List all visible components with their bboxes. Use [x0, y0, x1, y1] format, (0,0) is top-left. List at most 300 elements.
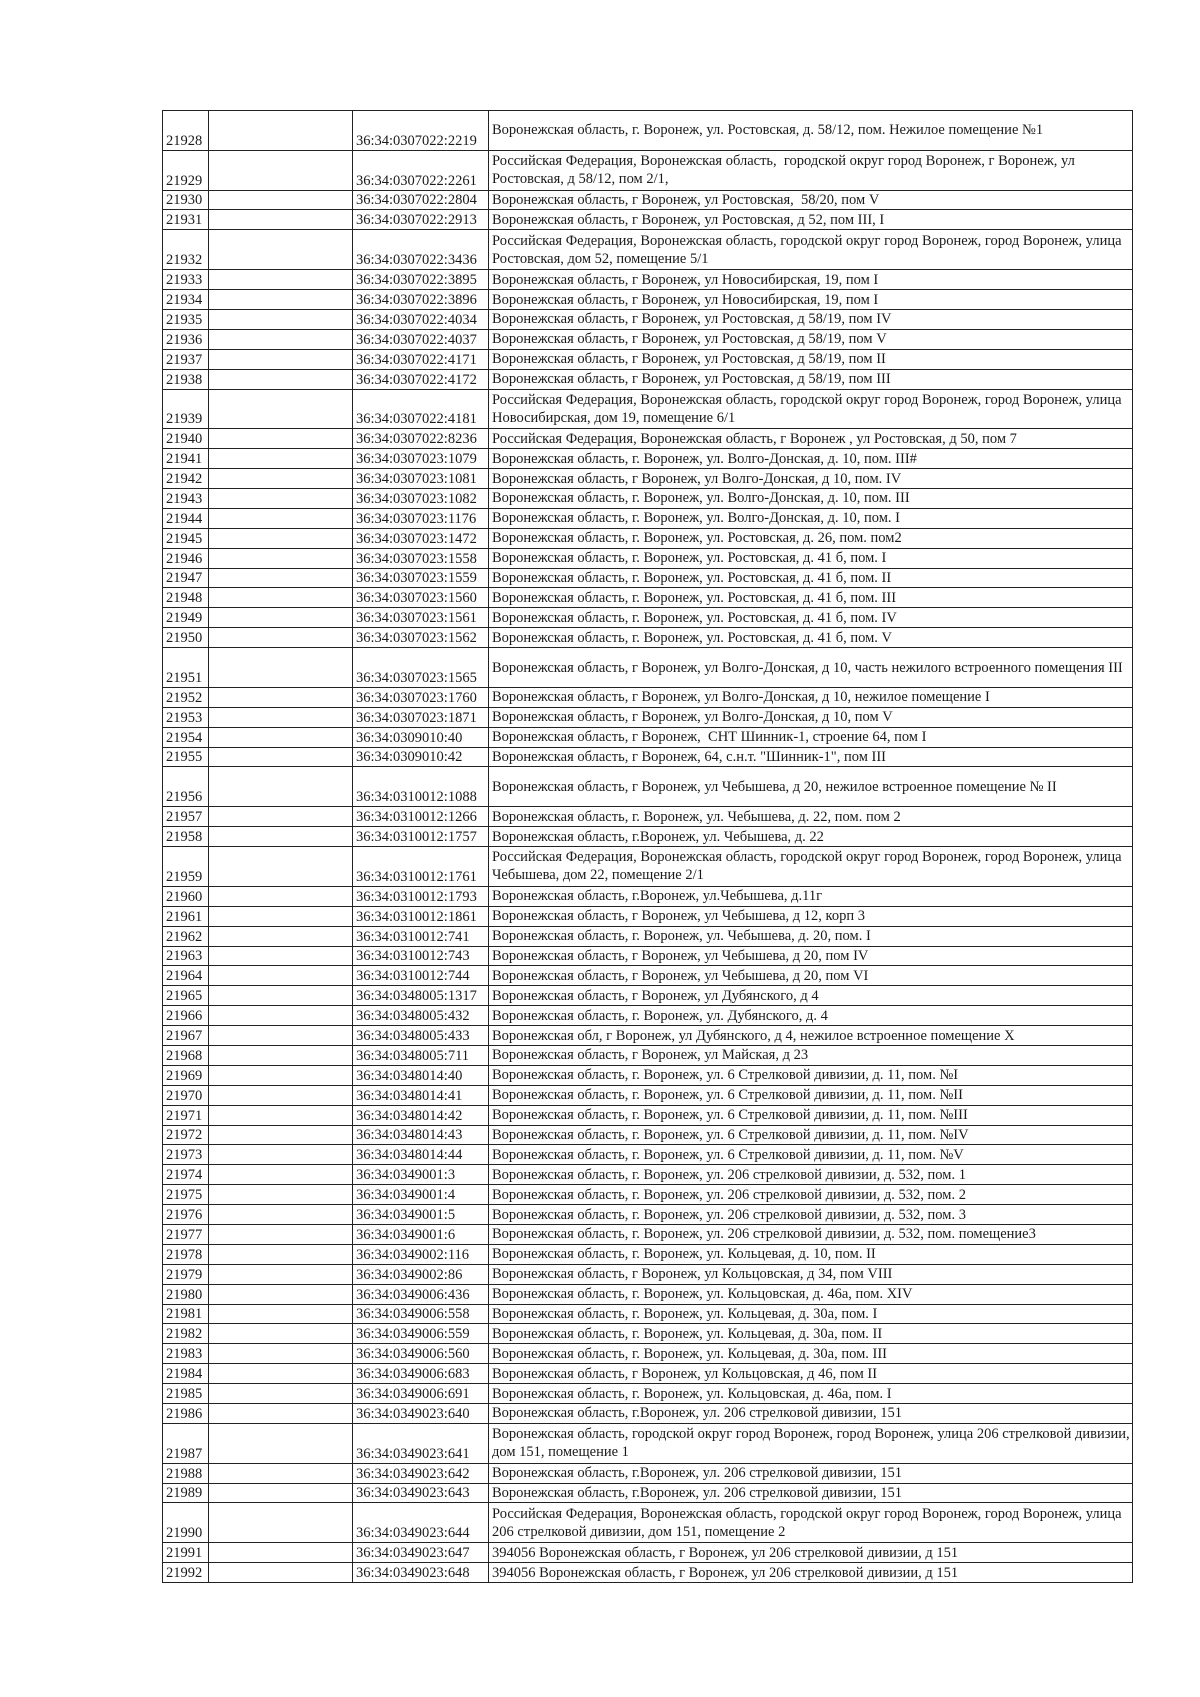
empty-cell: [209, 807, 353, 827]
empty-cell: [209, 449, 353, 469]
cadastral-number-cell: 36:34:0307023:1472: [353, 528, 489, 548]
cadastral-number-cell: 36:34:0307022:3895: [353, 270, 489, 290]
empty-cell: [209, 966, 353, 986]
row-number-cell: 21985: [163, 1384, 209, 1404]
cadastral-number-cell: 36:34:0307023:1871: [353, 707, 489, 727]
address-cell: Воронежская область, г. Воронеж, ул. Кольцевая, д. 30а, пом. I: [489, 1304, 1133, 1324]
cadastral-number-cell: 36:34:0307023:1562: [353, 628, 489, 648]
empty-cell: [209, 1065, 353, 1085]
cadastral-number-cell: 36:34:0307022:4181: [353, 389, 489, 429]
address-cell: Воронежская область, г. Воронеж, ул. 6 Стрелковой дивизии, д. 11, пом. №I: [489, 1065, 1133, 1085]
row-number-cell: 21975: [163, 1185, 209, 1205]
empty-cell: [209, 528, 353, 548]
empty-cell: [209, 986, 353, 1006]
empty-cell: [209, 727, 353, 747]
address-cell: Воронежская область, г. Воронеж, ул. 206 стрелковой дивизии, д. 532, пом. 2: [489, 1185, 1133, 1205]
row-number-cell: 21986: [163, 1404, 209, 1424]
cadastral-number-cell: 36:34:0310012:1088: [353, 767, 489, 807]
table-row: [163, 886, 1133, 906]
cadastral-number-cell: 36:34:0307023:1176: [353, 508, 489, 528]
address-cell: Воронежская область, г Воронеж, ул Новосибирская, 19, пом I: [489, 290, 1133, 310]
address-cell: Воронежская область, г. Воронеж, ул. Ростовская, д. 58/12, пом. Нежилое помещение №1: [489, 111, 1133, 151]
table-row: [163, 1563, 1133, 1583]
table-row: [163, 628, 1133, 648]
table-row: [163, 429, 1133, 449]
table-row: [163, 1125, 1133, 1145]
address-cell: Воронежская область, г. Воронеж, ул. Волго-Донская, д. 10, пом. I: [489, 508, 1133, 528]
empty-cell: [209, 1364, 353, 1384]
empty-cell: [209, 369, 353, 389]
empty-cell: [209, 946, 353, 966]
address-cell: Воронежская область, г. Воронеж, ул. Волго-Донская, д. 10, пом. III: [489, 488, 1133, 508]
row-number-cell: 21969: [163, 1065, 209, 1085]
address-cell: Воронежская область, городской округ город Воронеж, город Воронеж, улица 206 стрелковой дивизии, дом 151, помещение 1: [489, 1423, 1133, 1463]
empty-cell: [209, 588, 353, 608]
cadastral-number-cell: 36:34:0348005:1317: [353, 986, 489, 1006]
table-row: [163, 548, 1133, 568]
row-number-cell: 21958: [163, 827, 209, 847]
cadastral-number-cell: 36:34:0349023:647: [353, 1543, 489, 1563]
table-row: [163, 1006, 1133, 1026]
row-number-cell: 21948: [163, 588, 209, 608]
empty-cell: [209, 1423, 353, 1463]
row-number-cell: 21968: [163, 1045, 209, 1065]
table-row: [163, 568, 1133, 588]
table-row: [163, 1284, 1133, 1304]
cadastral-number-cell: 36:34:0348014:40: [353, 1065, 489, 1085]
row-number-cell: 21929: [163, 150, 209, 190]
address-cell: Воронежская область, г Воронеж, ул Ростовская, 58/20, пом V: [489, 190, 1133, 210]
cadastral-number-cell: 36:34:0309010:40: [353, 727, 489, 747]
cadastral-number-cell: 36:34:0307022:8236: [353, 429, 489, 449]
row-number-cell: 21974: [163, 1165, 209, 1185]
cadastral-number-cell: 36:34:0307022:4171: [353, 349, 489, 369]
table-row: [163, 608, 1133, 628]
address-cell: Воронежская область, г. Воронеж, ул. Ростовская, д. 41 б, пом. II: [489, 568, 1133, 588]
address-cell: Воронежская область, г Воронеж, ул Ростовская, д 58/19, пом IV: [489, 309, 1133, 329]
empty-cell: [209, 270, 353, 290]
address-cell: Воронежская область, г. Воронеж, ул. Кольцовская, д. 46а, пом. I: [489, 1384, 1133, 1404]
empty-cell: [209, 329, 353, 349]
empty-cell: [209, 1404, 353, 1424]
table-row: [163, 210, 1133, 230]
address-cell: Воронежская область, г. Воронеж, ул. Ростовская, д. 41 б, пом. V: [489, 628, 1133, 648]
row-number-cell: 21945: [163, 528, 209, 548]
empty-cell: [209, 1045, 353, 1065]
empty-cell: [209, 648, 353, 688]
empty-cell: [209, 886, 353, 906]
row-number-cell: 21963: [163, 946, 209, 966]
empty-cell: [209, 389, 353, 429]
cadastral-number-cell: 36:34:0348005:711: [353, 1045, 489, 1065]
table-row: [163, 1065, 1133, 1085]
address-cell: Российская Федерация, Воронежская область, городской округ город Воронеж, город Воронеж, улица 206 стрелковой дивизии, дом 151, помещение 2: [489, 1503, 1133, 1543]
empty-cell: [209, 1224, 353, 1244]
table-row: [163, 1085, 1133, 1105]
table-row: [163, 827, 1133, 847]
cadastral-number-cell: 36:34:0349002:86: [353, 1264, 489, 1284]
cadastral-number-cell: 36:34:0310012:1757: [353, 827, 489, 847]
cadastral-number-cell: 36:34:0349001:3: [353, 1165, 489, 1185]
empty-cell: [209, 1463, 353, 1483]
address-cell: Воронежская область, г. Воронеж, ул. 6 Стрелковой дивизии, д. 11, пом. №V: [489, 1145, 1133, 1165]
table-row: [163, 150, 1133, 190]
address-cell: 394056 Воронежская область, г Воронеж, ул 206 стрелковой дивизии, д 151: [489, 1543, 1133, 1563]
row-number-cell: 21959: [163, 847, 209, 887]
table-row: [163, 847, 1133, 887]
address-cell: Российская Федерация, Воронежская область, городской округ город Воронеж, город Воронеж, улица Ростовская, дом 52, помещение 5/1: [489, 230, 1133, 270]
row-number-cell: 21961: [163, 906, 209, 926]
cadastral-number-cell: 36:34:0307023:1559: [353, 568, 489, 588]
row-number-cell: 21980: [163, 1284, 209, 1304]
cadastral-number-cell: 36:34:0349006:559: [353, 1324, 489, 1344]
cadastral-number-cell: 36:34:0310012:741: [353, 926, 489, 946]
empty-cell: [209, 747, 353, 767]
empty-cell: [209, 608, 353, 628]
address-cell: Воронежская область, г. Воронеж, ул. Ростовская, д. 26, пом. пом2: [489, 528, 1133, 548]
address-cell: Российская Федерация, Воронежская область, городской округ город Воронеж, город Воронеж, улица Чебышева, дом 22, помещение 2/1: [489, 847, 1133, 887]
cadastral-number-cell: 36:34:0307022:2804: [353, 190, 489, 210]
empty-cell: [209, 827, 353, 847]
address-cell: Воронежская область, г Воронеж, ул Кольцовская, д 34, пом VIII: [489, 1264, 1133, 1284]
cadastral-number-cell: 36:34:0348005:432: [353, 1006, 489, 1026]
address-cell: Воронежская область, г Воронеж, ул Дубянского, д 4: [489, 986, 1133, 1006]
table-row: [163, 747, 1133, 767]
row-number-cell: 21976: [163, 1205, 209, 1225]
row-number-cell: 21938: [163, 369, 209, 389]
row-number-cell: 21946: [163, 548, 209, 568]
address-cell: Воронежская область, г.Воронеж, ул. 206 стрелковой дивизии, 151: [489, 1483, 1133, 1503]
cadastral-number-cell: 36:34:0310012:1266: [353, 807, 489, 827]
row-number-cell: 21983: [163, 1344, 209, 1364]
table-row: [163, 1324, 1133, 1344]
empty-cell: [209, 150, 353, 190]
cadastral-number-cell: 36:34:0307023:1760: [353, 687, 489, 707]
row-number-cell: 21930: [163, 190, 209, 210]
empty-cell: [209, 1125, 353, 1145]
row-number-cell: 21952: [163, 687, 209, 707]
property-registry-table: [162, 110, 1133, 1583]
row-number-cell: 21940: [163, 429, 209, 449]
address-cell: 394056 Воронежская область, г Воронеж, ул 206 стрелковой дивизии, д 151: [489, 1563, 1133, 1583]
address-cell: Воронежская область, г Воронеж, ул Волго-Донская, д 10, нежилое помещение I: [489, 687, 1133, 707]
table-row: [163, 946, 1133, 966]
cadastral-number-cell: 36:34:0310012:1861: [353, 906, 489, 926]
table-row: [163, 1543, 1133, 1563]
table-row: [163, 1026, 1133, 1046]
row-number-cell: 21978: [163, 1244, 209, 1264]
cadastral-number-cell: 36:34:0307022:4172: [353, 369, 489, 389]
address-cell: Воронежская область, г. Воронеж, ул. Кольцевая, д. 10, пом. II: [489, 1244, 1133, 1264]
empty-cell: [209, 1543, 353, 1563]
address-cell: Воронежская область, г Воронеж, ул Ростовская, д 52, пом III, I: [489, 210, 1133, 230]
row-number-cell: 21987: [163, 1423, 209, 1463]
row-number-cell: 21973: [163, 1145, 209, 1165]
address-cell: Воронежская обл, г Воронеж, ул Дубянского, д 4, нежилое встроенное помещение X: [489, 1026, 1133, 1046]
table-row: [163, 528, 1133, 548]
cadastral-number-cell: 36:34:0349001:5: [353, 1205, 489, 1225]
table-row: [163, 906, 1133, 926]
empty-cell: [209, 548, 353, 568]
empty-cell: [209, 1483, 353, 1503]
row-number-cell: 21981: [163, 1304, 209, 1324]
address-cell: Воронежская область, г Воронеж, ул Волго-Донская, д 10, пом. IV: [489, 469, 1133, 489]
table-row: [163, 1185, 1133, 1205]
row-number-cell: 21939: [163, 389, 209, 429]
cadastral-number-cell: 36:34:0307022:3436: [353, 230, 489, 270]
row-number-cell: 21931: [163, 210, 209, 230]
address-cell: Воронежская область, г Воронеж, ул Ростовская, д 58/19, пом III: [489, 369, 1133, 389]
address-cell: Российская Федерация, Воронежская область, г Воронеж , ул Ростовская, д 50, пом 7: [489, 429, 1133, 449]
empty-cell: [209, 1324, 353, 1344]
empty-cell: [209, 906, 353, 926]
table-row: [163, 309, 1133, 329]
table-row: [163, 1145, 1133, 1165]
address-cell: Воронежская область, г.Воронеж, ул. 206 стрелковой дивизии, 151: [489, 1463, 1133, 1483]
table-row: [163, 190, 1133, 210]
address-cell: Воронежская область, г. Воронеж, ул. Дубянского, д. 4: [489, 1006, 1133, 1026]
empty-cell: [209, 1304, 353, 1324]
cadastral-number-cell: 36:34:0307022:2261: [353, 150, 489, 190]
address-cell: Воронежская область, г Воронеж, ул Чебышева, д 20, пом IV: [489, 946, 1133, 966]
empty-cell: [209, 1205, 353, 1225]
table-row: [163, 687, 1133, 707]
empty-cell: [209, 1244, 353, 1264]
row-number-cell: 21970: [163, 1085, 209, 1105]
address-cell: Воронежская область, г. Воронеж, ул. 206 стрелковой дивизии, д. 532, пом. 1: [489, 1165, 1133, 1185]
cadastral-number-cell: 36:34:0307023:1082: [353, 488, 489, 508]
cadastral-number-cell: 36:34:0349006:691: [353, 1384, 489, 1404]
table-row: [163, 1244, 1133, 1264]
address-cell: Воронежская область, г Воронеж, ул Чебышева, д 20, нежилое встроенное помещение № II: [489, 767, 1133, 807]
address-cell: Воронежская область, г. Воронеж, ул. Чебышева, д. 22, пом. пом 2: [489, 807, 1133, 827]
cadastral-number-cell: 36:34:0349023:640: [353, 1404, 489, 1424]
empty-cell: [209, 687, 353, 707]
address-cell: Воронежская область, г. Воронеж, ул. Ростовская, д. 41 б, пом. IV: [489, 608, 1133, 628]
cadastral-number-cell: 36:34:0310012:1793: [353, 886, 489, 906]
row-number-cell: 21972: [163, 1125, 209, 1145]
row-number-cell: 21956: [163, 767, 209, 807]
table-row: [163, 926, 1133, 946]
table-row: [163, 707, 1133, 727]
row-number-cell: 21943: [163, 488, 209, 508]
address-cell: Воронежская область, г Воронеж, ул Майская, д 23: [489, 1045, 1133, 1065]
cadastral-number-cell: 36:34:0349006:558: [353, 1304, 489, 1324]
table-row: [163, 807, 1133, 827]
cadastral-number-cell: 36:34:0349023:641: [353, 1423, 489, 1463]
empty-cell: [209, 926, 353, 946]
row-number-cell: 21936: [163, 329, 209, 349]
empty-cell: [209, 290, 353, 310]
empty-cell: [209, 210, 353, 230]
cadastral-number-cell: 36:34:0307022:3896: [353, 290, 489, 310]
empty-cell: [209, 847, 353, 887]
address-cell: Воронежская область, г. Воронеж, ул. Ростовская, д. 41 б, пом. I: [489, 548, 1133, 568]
table-row: [163, 1105, 1133, 1125]
address-cell: Воронежская область, г Воронеж, ул Волго-Донская, д 10, часть нежилого встроенного помещения III: [489, 648, 1133, 688]
empty-cell: [209, 469, 353, 489]
row-number-cell: 21947: [163, 568, 209, 588]
address-cell: Воронежская область, г. Воронеж, ул. 6 Стрелковой дивизии, д. 11, пом. №IV: [489, 1125, 1133, 1145]
table-row: [163, 1404, 1133, 1424]
cadastral-number-cell: 36:34:0349023:642: [353, 1463, 489, 1483]
row-number-cell: 21962: [163, 926, 209, 946]
cadastral-number-cell: 36:34:0307022:4034: [353, 309, 489, 329]
cadastral-number-cell: 36:34:0349001:4: [353, 1185, 489, 1205]
empty-cell: [209, 1344, 353, 1364]
address-cell: Воронежская область, г Воронеж, ул Новосибирская, 19, пом I: [489, 270, 1133, 290]
empty-cell: [209, 1503, 353, 1543]
registry-table-body: [163, 111, 1133, 1583]
cadastral-number-cell: 36:34:0349006:683: [353, 1364, 489, 1384]
address-cell: Воронежская область, г.Воронеж, ул. Чебышева, д. 22: [489, 827, 1133, 847]
cadastral-number-cell: 36:34:0307022:2913: [353, 210, 489, 230]
table-row: [163, 1384, 1133, 1404]
row-number-cell: 21988: [163, 1463, 209, 1483]
row-number-cell: 21935: [163, 309, 209, 329]
empty-cell: [209, 1185, 353, 1205]
row-number-cell: 21990: [163, 1503, 209, 1543]
cadastral-number-cell: 36:34:0349023:643: [353, 1483, 489, 1503]
row-number-cell: 21977: [163, 1224, 209, 1244]
table-row: [163, 369, 1133, 389]
row-number-cell: 21960: [163, 886, 209, 906]
empty-cell: [209, 1264, 353, 1284]
row-number-cell: 21950: [163, 628, 209, 648]
table-row: [163, 1224, 1133, 1244]
row-number-cell: 21964: [163, 966, 209, 986]
empty-cell: [209, 190, 353, 210]
cadastral-number-cell: 36:34:0348014:43: [353, 1125, 489, 1145]
cadastral-number-cell: 36:34:0349023:644: [353, 1503, 489, 1543]
cadastral-number-cell: 36:34:0349023:648: [353, 1563, 489, 1583]
empty-cell: [209, 1085, 353, 1105]
row-number-cell: 21967: [163, 1026, 209, 1046]
cadastral-number-cell: 36:34:0307022:2219: [353, 111, 489, 151]
table-row: [163, 449, 1133, 469]
row-number-cell: 21984: [163, 1364, 209, 1384]
cadastral-number-cell: 36:34:0349006:560: [353, 1344, 489, 1364]
row-number-cell: 21949: [163, 608, 209, 628]
row-number-cell: 21953: [163, 707, 209, 727]
row-number-cell: 21971: [163, 1105, 209, 1125]
address-cell: Воронежская область, г. Воронеж, ул. 206 стрелковой дивизии, д. 532, пом. 3: [489, 1205, 1133, 1225]
table-row: [163, 1165, 1133, 1185]
address-cell: Воронежская область, г. Воронеж, ул. Чебышева, д. 20, пом. I: [489, 926, 1133, 946]
table-row: [163, 1364, 1133, 1384]
address-cell: Воронежская область, г.Воронеж, ул.Чебышева, д.11г: [489, 886, 1133, 906]
table-row: [163, 1264, 1133, 1284]
row-number-cell: 21989: [163, 1483, 209, 1503]
cadastral-number-cell: 36:34:0310012:743: [353, 946, 489, 966]
cadastral-number-cell: 36:34:0307023:1561: [353, 608, 489, 628]
empty-cell: [209, 508, 353, 528]
row-number-cell: 21982: [163, 1324, 209, 1344]
address-cell: Российская Федерация, Воронежская область, городской округ город Воронеж, город Воронеж, улица Новосибирская, дом 19, помещение 6/1: [489, 389, 1133, 429]
table-row: [163, 349, 1133, 369]
empty-cell: [209, 488, 353, 508]
table-row: [163, 1503, 1133, 1543]
empty-cell: [209, 111, 353, 151]
empty-cell: [209, 1165, 353, 1185]
row-number-cell: 21951: [163, 648, 209, 688]
cadastral-number-cell: 36:34:0348014:42: [353, 1105, 489, 1125]
table-row: [163, 290, 1133, 310]
cadastral-number-cell: 36:34:0349006:436: [353, 1284, 489, 1304]
row-number-cell: 21957: [163, 807, 209, 827]
empty-cell: [209, 230, 353, 270]
table-row: [163, 727, 1133, 747]
row-number-cell: 21944: [163, 508, 209, 528]
address-cell: Российская Федерация, Воронежская область, городской округ город Воронеж, г Воронеж, ул Ростовская, д 58/12, пом 2/1,: [489, 150, 1133, 190]
empty-cell: [209, 568, 353, 588]
cadastral-number-cell: 36:34:0348014:44: [353, 1145, 489, 1165]
cadastral-number-cell: 36:34:0348005:433: [353, 1026, 489, 1046]
table-row: [163, 1045, 1133, 1065]
address-cell: Воронежская область, г Воронеж, ул Ростовская, д 58/19, пом V: [489, 329, 1133, 349]
empty-cell: [209, 1563, 353, 1583]
address-cell: Воронежская область, г Воронеж, ул Кольцовская, д 46, пом II: [489, 1364, 1133, 1384]
table-row: [163, 230, 1133, 270]
empty-cell: [209, 309, 353, 329]
row-number-cell: 21966: [163, 1006, 209, 1026]
address-cell: Воронежская область, г Воронеж, ул Волго-Донская, д 10, пом V: [489, 707, 1133, 727]
row-number-cell: 21979: [163, 1264, 209, 1284]
cadastral-number-cell: 36:34:0310012:1761: [353, 847, 489, 887]
empty-cell: [209, 1105, 353, 1125]
table-row: [163, 508, 1133, 528]
address-cell: Воронежская область, г. Воронеж, ул. 6 Стрелковой дивизии, д. 11, пом. №III: [489, 1105, 1133, 1125]
address-cell: Воронежская область, г. Воронеж, ул. Ростовская, д. 41 б, пом. III: [489, 588, 1133, 608]
empty-cell: [209, 429, 353, 449]
address-cell: Воронежская область, г Воронеж, ул Ростовская, д 58/19, пом II: [489, 349, 1133, 369]
cadastral-number-cell: 36:34:0349001:6: [353, 1224, 489, 1244]
address-cell: Воронежская область, г. Воронеж, ул. Кольцевая, д. 30а, пом. III: [489, 1344, 1133, 1364]
table-row: [163, 588, 1133, 608]
cadastral-number-cell: 36:34:0307023:1560: [353, 588, 489, 608]
table-row: [163, 329, 1133, 349]
row-number-cell: 21965: [163, 986, 209, 1006]
row-number-cell: 21934: [163, 290, 209, 310]
table-row: [163, 469, 1133, 489]
empty-cell: [209, 1384, 353, 1404]
table-row: [163, 1304, 1133, 1324]
table-row: [163, 966, 1133, 986]
table-row: [163, 1483, 1133, 1503]
empty-cell: [209, 1006, 353, 1026]
row-number-cell: 21941: [163, 449, 209, 469]
cadastral-number-cell: 36:34:0309010:42: [353, 747, 489, 767]
empty-cell: [209, 349, 353, 369]
cadastral-number-cell: 36:34:0307023:1079: [353, 449, 489, 469]
address-cell: Воронежская область, г. Воронеж, ул. Кольцовская, д. 46а, пом. XIV: [489, 1284, 1133, 1304]
table-row: [163, 1344, 1133, 1364]
row-number-cell: 21933: [163, 270, 209, 290]
table-row: [163, 389, 1133, 429]
address-cell: Воронежская область, г. Воронеж, ул. Кольцевая, д. 30а, пом. II: [489, 1324, 1133, 1344]
address-cell: Воронежская область, г. Воронеж, ул. Волго-Донская, д. 10, пом. III#: [489, 449, 1133, 469]
address-cell: Воронежская область, г Воронеж, ул Чебышева, д 12, корп 3: [489, 906, 1133, 926]
cadastral-number-cell: 36:34:0349002:116: [353, 1244, 489, 1264]
row-number-cell: 21991: [163, 1543, 209, 1563]
empty-cell: [209, 767, 353, 807]
table-row: [163, 1205, 1133, 1225]
address-cell: Воронежская область, г Воронеж, СНТ Шинник-1, строение 64, пом I: [489, 727, 1133, 747]
cadastral-number-cell: 36:34:0307023:1565: [353, 648, 489, 688]
address-cell: Воронежская область, г. Воронеж, ул. 206 стрелковой дивизии, д. 532, пом. помещение3: [489, 1224, 1133, 1244]
empty-cell: [209, 1026, 353, 1046]
row-number-cell: 21937: [163, 349, 209, 369]
